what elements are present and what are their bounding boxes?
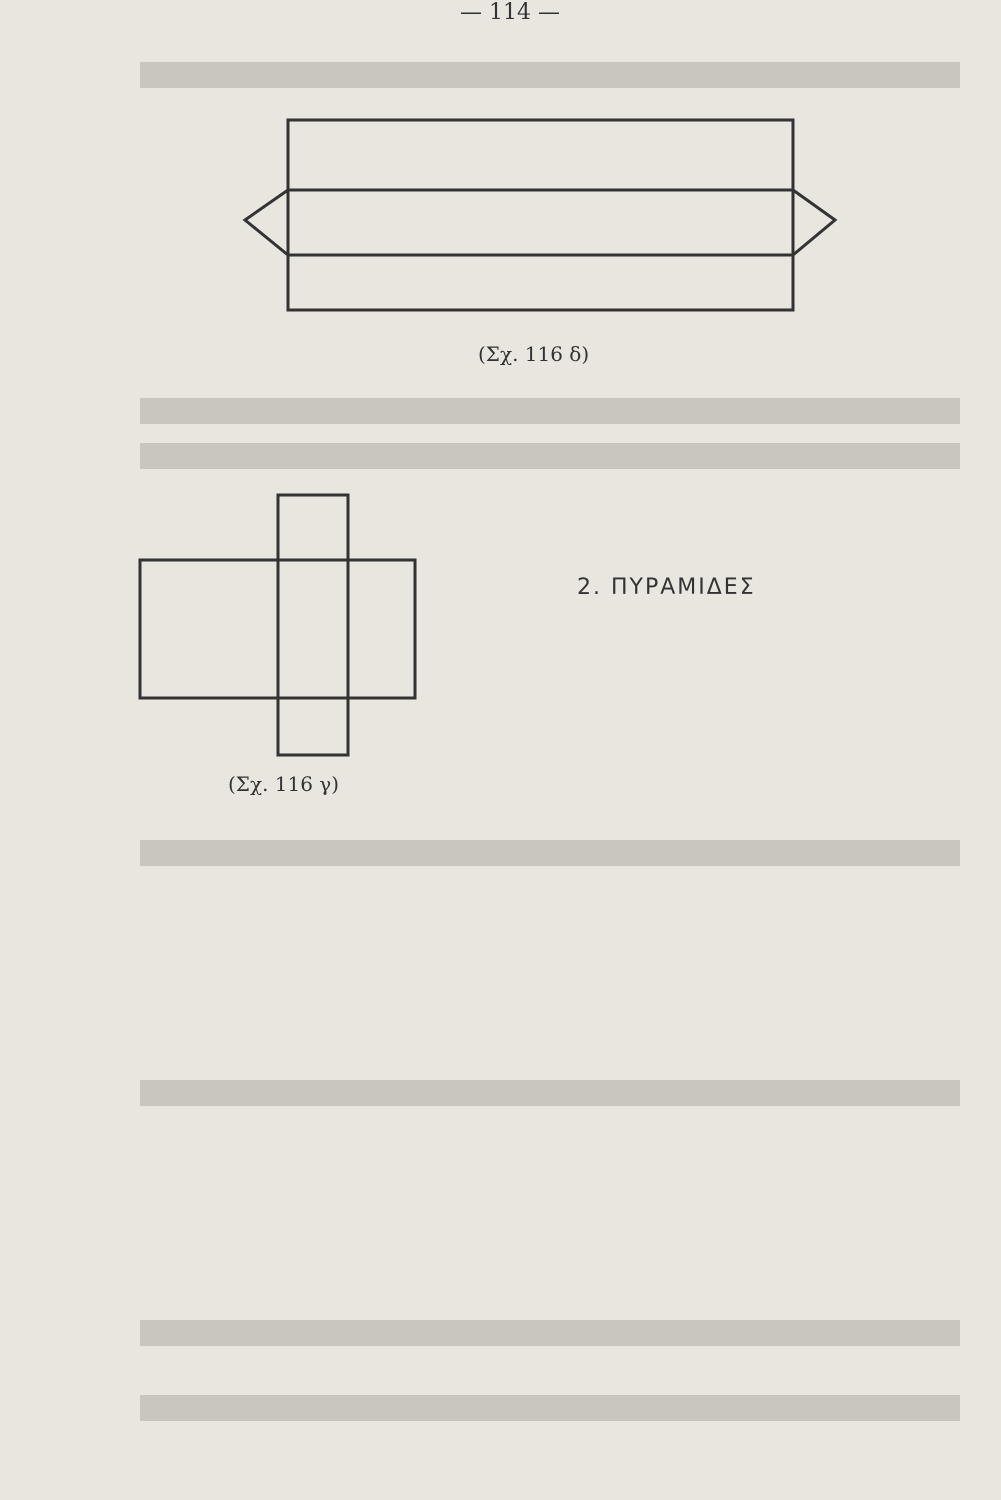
figure-caption: (Σχ. 116 δ) bbox=[478, 342, 590, 366]
figure-net-prism-diagram bbox=[240, 115, 840, 325]
figure-caption: (Σχ. 116 γ) bbox=[228, 772, 340, 796]
section-heading: 2. ΠΥΡΑΜΙΔΕΣ bbox=[577, 575, 756, 600]
text-line bbox=[140, 1395, 960, 1421]
text-line bbox=[140, 62, 960, 88]
text-line bbox=[140, 1320, 960, 1346]
text-line bbox=[140, 398, 960, 424]
figure-net-cube-diagram bbox=[135, 490, 425, 760]
text-line bbox=[140, 443, 960, 469]
text-line bbox=[140, 1080, 960, 1106]
page-number: — 114 — bbox=[460, 0, 560, 25]
text-line bbox=[140, 840, 960, 866]
